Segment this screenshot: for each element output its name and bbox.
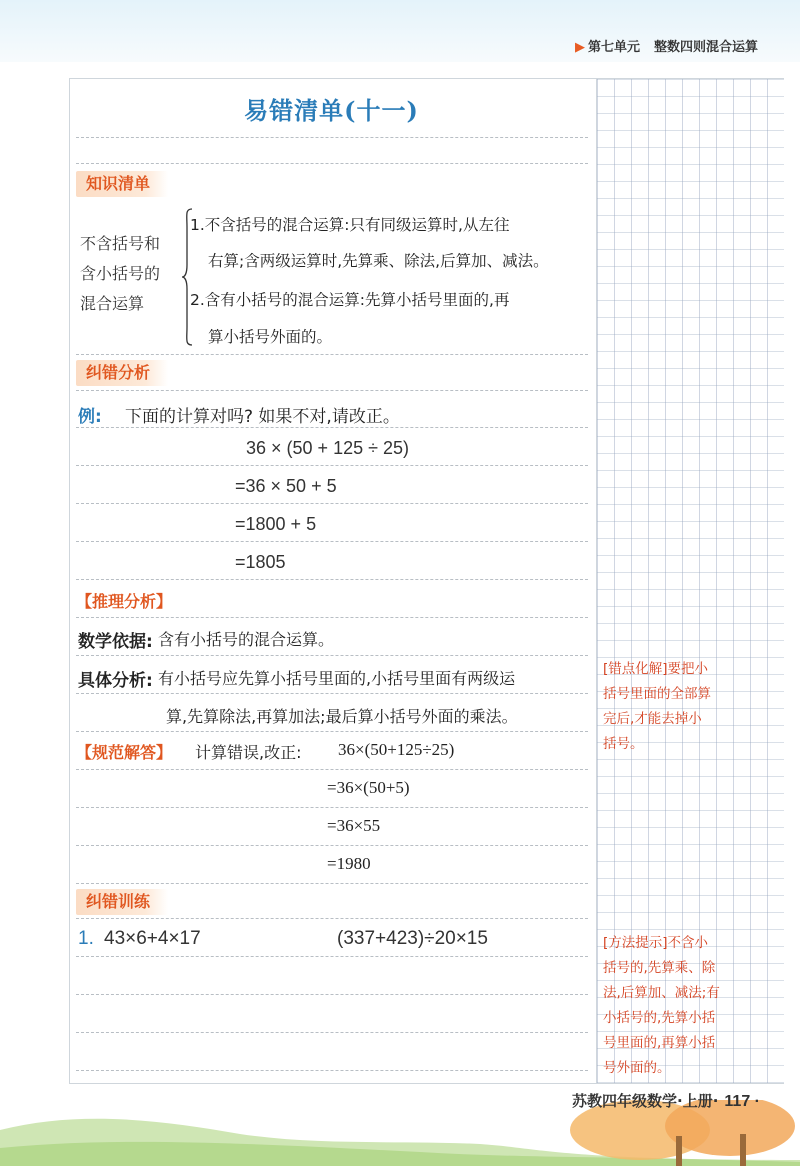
analysis-line: 有小括号应先算小括号里面的,小括号里面有两级运 [158,669,516,688]
divider [76,354,588,355]
divider [76,579,588,580]
note-line: 括号的,先算乘、除 [603,960,716,976]
note-line: 完后,才能去掉小 [603,711,702,727]
answer-step-1: 36×(50+125÷25) [338,740,455,759]
divider [76,994,588,995]
divider [76,465,588,466]
divider [76,427,588,428]
divider [76,956,588,957]
side-note-error-tip [603,657,779,757]
answer-step-3: =36×55 [327,816,381,835]
page-footer [572,1090,760,1111]
standard-answer-label: 【规范解答】 [76,743,173,762]
knowledge-rule-2: 2.含有小括号的混合运算:先算小括号里面的,再 [190,291,510,309]
knowledge-topic [80,229,180,319]
wrong-step-2: =36 × 50 + 5 [235,476,337,496]
knowledge-topic-line: 混合运算 [80,294,145,313]
note-line: 号外面的。 [603,1060,671,1076]
problem-number: 1. [78,928,94,949]
note-line: 小括号的,先算小括 [603,1010,716,1026]
note-tag: [错点化解] [603,661,668,677]
unit-topic: 整数四则混合运算 [653,40,758,55]
unit-tag [575,36,758,55]
book-title: 苏教四年级数学·上册· [572,1092,719,1110]
basis-value: 含有小括号的混合运算。 [158,630,335,649]
note-line: 号里面的,再算小括 [603,1035,716,1051]
answer-step-2: =36×(50+5) [327,778,410,797]
answer-step-4: =1980 [327,854,371,873]
answer-intro: 计算错误,改正: [195,743,302,762]
divider [76,1032,588,1033]
note-line: 要把小 [667,661,709,677]
note-line: 法,后算加、减法;有 [603,985,720,1001]
note-line: 不含小 [667,935,709,951]
divider [76,163,588,164]
unit-name: 第七单元 [587,40,640,55]
divider [76,541,588,542]
triangle-icon: ▶ [574,40,585,55]
note-line: 括号里面的全部算 [603,686,711,702]
wrong-step-1: 36 × (50 + 125 ÷ 25) [246,438,409,458]
divider [76,693,588,694]
knowledge-topic-line: 含小括号的 [80,264,161,283]
divider [76,617,588,618]
divider [76,883,588,884]
knowledge-rule-1-cont: 右算;含两级运算时,先算乘、除法,后算加、减法。 [208,252,549,270]
divider [76,503,588,504]
practice-problem-b: (337+423)÷20×15 [337,928,488,949]
divider [76,390,588,391]
analysis-key: 具体分析: [78,671,153,691]
divider [76,769,588,770]
section-knowledge-list: 知识清单 [76,171,168,197]
main-column [70,79,593,1083]
example-prompt: 下面的计算对吗? 如果不对,请改正。 [125,407,400,427]
worksheet-card [69,78,784,1084]
wrong-step-3: =1800 + 5 [235,514,317,534]
side-grid-column [596,79,784,1083]
divider [76,137,588,138]
page-title: 易错清单(十一) [244,96,419,125]
knowledge-rule-1: 1.不含括号的混合运算:只有同级运算时,从左往 [190,216,510,234]
basis-key: 数学依据: [78,632,153,652]
divider [76,845,588,846]
analysis-line: 算,先算除法,再算加法;最后算小括号外面的乘法。 [166,707,518,726]
section-error-analysis: 纠错分析 [76,360,168,386]
divider [76,807,588,808]
wrong-step-4: =1805 [235,552,286,572]
divider [76,655,588,656]
section-practice: 纠错训练 [76,889,168,915]
example-label: 例: [78,407,102,427]
page-number: 117 · [724,1093,760,1110]
note-tag: [方法提示] [603,935,668,951]
reasoning-label: 【推理分析】 [76,592,173,611]
side-note-method-tip [603,931,779,1081]
note-line: 括号。 [603,736,644,752]
divider [76,731,588,732]
divider [76,1070,588,1071]
knowledge-rule-2-cont: 算小括号外面的。 [208,328,333,346]
practice-problem-a: 43×6+4×17 [104,928,201,949]
divider [76,918,588,919]
knowledge-topic-line: 不含括号和 [80,234,161,253]
